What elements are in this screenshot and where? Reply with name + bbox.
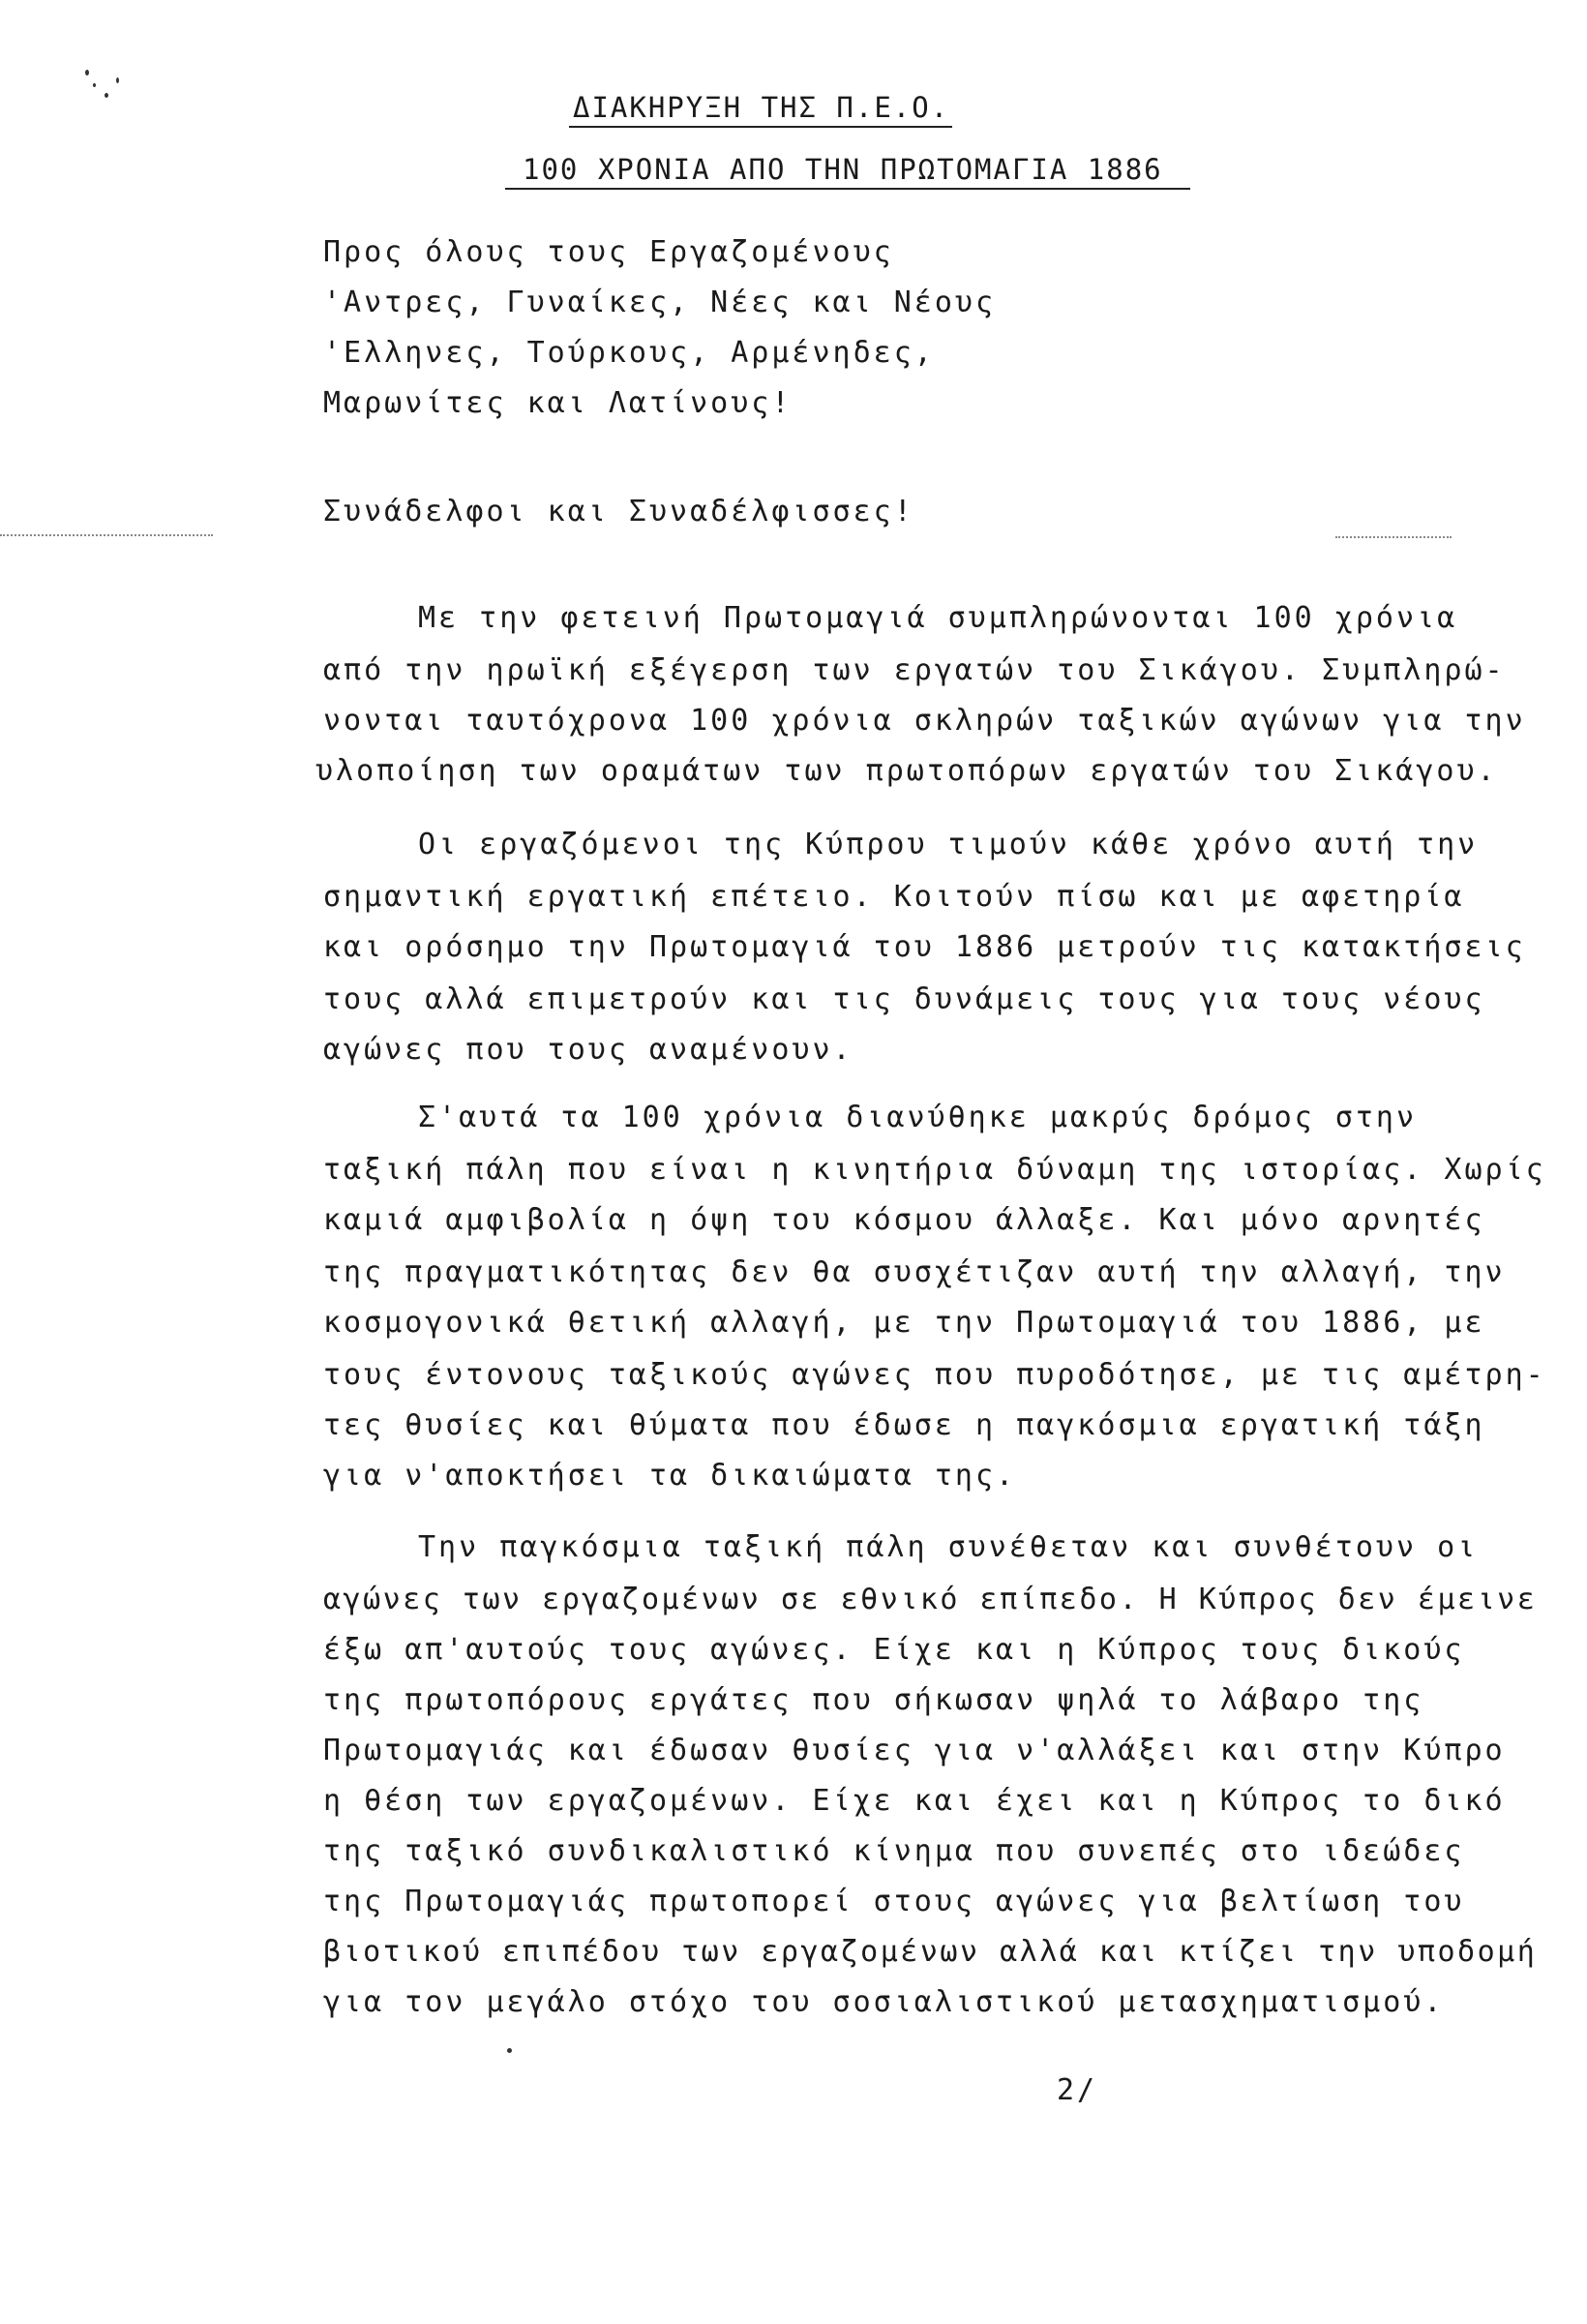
scan-speck — [116, 77, 119, 83]
paragraph-line: έξω απ'αυτούς τους αγώνες. Είχε και η Κύπρος τους δικούς — [323, 1633, 1465, 1667]
paragraph-line: κοσμογονικά θετική αλλαγή, με την Πρωτομαγιά του 1886, με — [323, 1306, 1485, 1340]
paragraph-line: για ν'αποκτήσει τα δικαιώματα της. — [323, 1459, 1017, 1493]
subtitle-underline — [505, 188, 1190, 190]
address-line: Προς όλους τους Εργαζομένους — [323, 235, 894, 269]
paragraph-line: ταξική πάλη που είναι η κινητήρια δύναμη της ιστορίας. Χωρίς — [323, 1153, 1546, 1187]
paragraph-line: και ορόσημο την Πρωτομαγιά του 1886 μετρούν τις κατακτήσεις — [323, 930, 1526, 964]
salutation: Συνάδελφοι και Συναδέλφισσες! — [323, 495, 914, 528]
paragraph-line: της πρωτοπόρους εργάτες που σήκωσαν ψηλά το λάβαρο της — [323, 1683, 1424, 1717]
paragraph-line: τους έντονους ταξικούς αγώνες που πυροδότησε, με τις αμέτρη- — [323, 1358, 1546, 1392]
paragraph-line: Οι εργαζόμενοι της Κύπρου τιμούν κάθε χρόνο αυτή την — [418, 828, 1479, 861]
paragraph-line: τες θυσίες και θύματα που έδωσε η παγκόσμια εργατική τάξη — [323, 1408, 1485, 1442]
scan-speck — [85, 70, 89, 75]
paragraph-line: υλοποίηση των οραμάτων των πρωτοπόρων εργατών του Σικάγου. — [315, 754, 1498, 788]
paragraph-line: Σ'αυτά τα 100 χρόνια διανύθηκε μακρύς δρόμος στην — [418, 1101, 1418, 1134]
paragraph-line: Με την φετεινή Πρωτομαγιά συμπληρώνονται 100 χρόνια — [418, 601, 1458, 635]
paragraph-line: της πραγματικότητας δεν θα συσχέτιζαν αυτή την αλλαγή, την — [323, 1255, 1506, 1289]
paragraph-line: σημαντική εργατική επέτειο. Κοιτούν πίσω και με αφετηρία — [323, 880, 1465, 914]
paragraph-line: αγώνες που τους αναμένουν. — [323, 1033, 853, 1067]
paragraph-line: αγώνες των εργαζομένων σε εθνικό επίπεδο. Η Κύπρος δεν έμεινε — [323, 1583, 1538, 1616]
document-subtitle: 100 ΧΡΟΝΙΑ ΑΠΟ ΤΗΝ ΠΡΩΤΟΜΑΓΙΑ 1886 — [523, 153, 1163, 186]
scan-speck — [105, 93, 108, 98]
paragraph-line: νονται ταυτόχρονα 100 χρόνια σκληρών ταξικών αγώνων για την — [323, 704, 1526, 738]
paragraph-line: Την παγκόσμια ταξική πάλη συνέθεταν και συνθέτουν οι — [418, 1530, 1479, 1564]
paragraph-line: τους αλλά επιμετρούν και τις δυνάμεις τους για τους νέους — [323, 982, 1485, 1016]
paragraph-line: της Πρωτομαγιάς πρωτοπορεί στους αγώνες για βελτίωση του — [323, 1885, 1465, 1918]
paragraph-line: από την ηρωϊκή εξέγερση των εργατών του Σικάγου. Συμπληρώ- — [323, 653, 1506, 687]
title-underline — [569, 126, 952, 128]
page-number: 2/ — [1057, 2073, 1098, 2107]
document-title: ΔΙΑΚΗΡΥΞΗ ΤΗΣ Π.Ε.Ο. — [573, 91, 950, 124]
address-line: 'Ελληνες, Τούρκους, Αρμένηδες, — [323, 336, 935, 370]
scan-artifact-line — [1335, 536, 1452, 538]
paragraph-line: η θέση των εργαζομένων. Είχε και έχει και η Κύπρος το δικό — [323, 1784, 1506, 1818]
scan-artifact-line — [0, 534, 213, 536]
paragraph-line: της ταξικό συνδικαλιστικό κίνημα που συνεπές στο ιδεώδες — [323, 1834, 1465, 1868]
address-line: 'Αντρες, Γυναίκες, Νέες και Νέους — [323, 286, 997, 319]
paragraph-line: Πρωτομαγιάς και έδωσαν θυσίες για ν'αλλάξει και στην Κύπρο — [323, 1734, 1506, 1767]
paragraph-line: για τον μεγάλο στόχο του σοσιαλιστικού μετασχηματισμού. — [323, 1985, 1445, 2019]
paragraph-line: βιοτικού επιπέδου των εργαζομένων αλλά και κτίζει την υποδομή — [323, 1935, 1538, 1969]
scan-speck — [93, 83, 96, 87]
address-line: Μαρωνίτες και Λατίνους! — [323, 386, 793, 420]
paragraph-line: καμιά αμφιβολία η όψη του κόσμου άλλαξε. Και μόνο αρνητές — [323, 1203, 1485, 1237]
scan-speck — [507, 2048, 512, 2053]
